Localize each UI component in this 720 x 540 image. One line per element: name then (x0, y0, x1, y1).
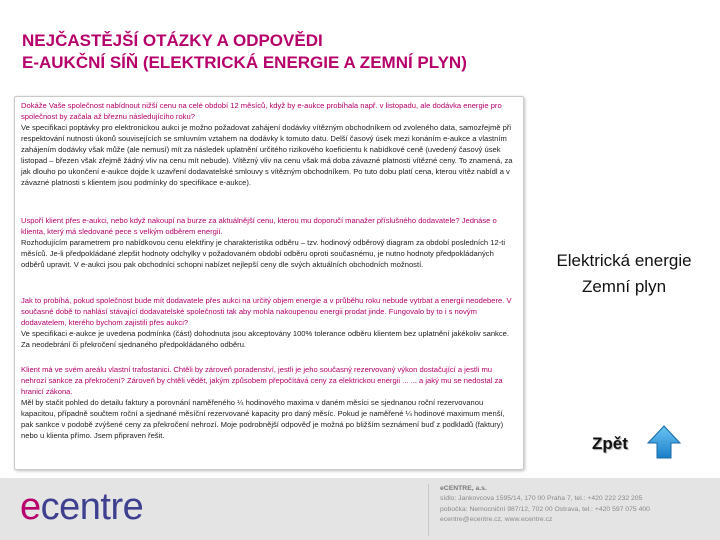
ecentre-logo[interactable] (20, 485, 143, 529)
page-title-line2: E-AUKČNÍ SÍŇ (ELEKTRICKÁ ENERGIE A ZEMNÍ PLYN) (22, 53, 467, 72)
page-title-line1: NEJČASTĚJŠÍ OTÁZKY A ODPOVĚDI (22, 31, 323, 50)
faq-panel (14, 96, 524, 470)
faq-question: Jak to probíhá, pokud společnost bude mít dodavatele přes aukci na určitý objem energie a v průběhu roku nebude vytrbat a energii neodebere. V současné době to nahlásí stávající dodavatelské společnosti tak aby mohla nakoupenou energii prodat jinde. Fungovalo by to i s novým dodavatelem, kterého bychom zajistili přes aukci? (21, 296, 512, 327)
faq-question: Dokáže Vaše společnost nabídnout nižší cenu na celé období 12 měsíců, když by e-aukce probíhala např. v listopadu, ale dodávka energie pro společnost by začala až březnu následujícího roku? (21, 101, 502, 121)
faq-item (21, 100, 515, 188)
faq-question: Uspoří klient přes e-aukci, nebo když nakoupí na burze za aktuálnější cenu, kterou mu doporučí manažer příslušného dodavatele? Jednáse o klienta, který má sledované pece s velkým odběrem energií. (21, 216, 497, 236)
topic-gas: Zemní plyn (581, 277, 667, 296)
back-link[interactable]: Zpět (592, 434, 628, 453)
company-branch: pobočka: Nemocniční 987/12, 702 00 Ostrava, tel.: +420 597 075 400 (440, 505, 650, 513)
topic-electricity: Elektrická energie (556, 251, 692, 270)
company-name: eCENTRE, a.s. (440, 485, 487, 492)
faq-answer: Ve specifikaci e-aukce je uvedena podmínka (část) dohodnuta jsou akceptovány 100% tolerance odběru klientem bez uplatnění jakékoliv sankce. Za neodebrání či překročení sjednaného předpokládaného odběru. (21, 329, 509, 349)
footer-divider (428, 484, 429, 536)
company-address: sídlo: Jankovcova 1595/14, 170 00 Praha 7, tel.: +420 222 232 205 (440, 495, 643, 503)
faq-answer: Ve specifikaci poptávky pro elektronickou aukci je možno požadovat zahájení dodávky vítězným obchodníkem od zvoleného data, samozřejmě při respektování nutnosti úkonů souvisejících se smluvním vztahem na dodávky k tomuto datu. Delší časový úsek mezi konáním e-aukce a vlastním zahájením dodávky však může (ale nemusí) mít za následek uplatnění určitého rizikového koeficientu k nabídkové ceně (uvedený časový úsek listopad – březen však zřejmě žádný vliv na cenu mít nebude). Vítězný vliv na cenu však má doba závazné platnosti vítězné ceny. To znamená, za jak dlouho po ukončení e-aukce dojde k uzavření dodavatelské smlouvy s vítězným obchodníkem. Po tuto dobu platí cena, kterou vítěz nabídl a v závazné platnosti s klientem jsou podmínky do specifikace e-aukce). (21, 123, 513, 187)
topic-labels (526, 248, 720, 300)
faq-answer: Rozhodujícím parametrem pro nabídkovou cenu elektřiny je charakteristika odběru – tzv. hodinový odběrový diagram za období posledních 12-ti měsíců. Je-li předpokládané zlepšit hodnoty odchylky v požadovaném období odběru oproti současnému, je nutno hodnoty předpokládaných odběrů upravit. V e-aukci jsou pak obchodníci schopni nabízet nejlepší ceny dle svých aktuálních obchodních možností. (21, 238, 506, 269)
footer (0, 478, 720, 540)
logo-text: centre (40, 486, 144, 528)
page-title (22, 30, 662, 74)
faq-item (21, 364, 515, 441)
faq-question: Klient má ve svém areálu vlastní trafostanici. Chtěli by zároveň poradenství, jestli je jeho současný rezervovaný výkon dostačující a jestli mu nehrozí sankce za překročení? Zároveň by chtěli vědět, jakým způsobem přepočítává ceny za elektrickou energii ... ... a jaký mu se nedostal za hranicí zákona. (21, 365, 503, 396)
faq-item (21, 295, 515, 350)
arrow-up-icon[interactable] (646, 424, 682, 460)
company-info (440, 484, 716, 526)
faq-item (21, 215, 515, 270)
logo-accent: e (20, 486, 41, 528)
company-email[interactable]: ecentre@ecentre.cz, www.ecentre.cz (440, 516, 553, 524)
faq-answer: Měl by stačit pohled do detailu faktury a porovnání naměřeného ¼ hodinového maxima v daném měsíci se sjednanou roční rezervovanou kapacitou, případně součtem roční a sjednané měsíční rezervované kapacity pro daný měsíc. Pokud je naměřené ¼ hodinové maximum menší, pak sankce v podobě zvýšené ceny za překročení nehrozí. Moje podrobnější odpověď je možná po bližším seznámení buď z podkladů (faktury) nebo u klienta přímo. Jsem připraven řešit. (21, 398, 505, 440)
